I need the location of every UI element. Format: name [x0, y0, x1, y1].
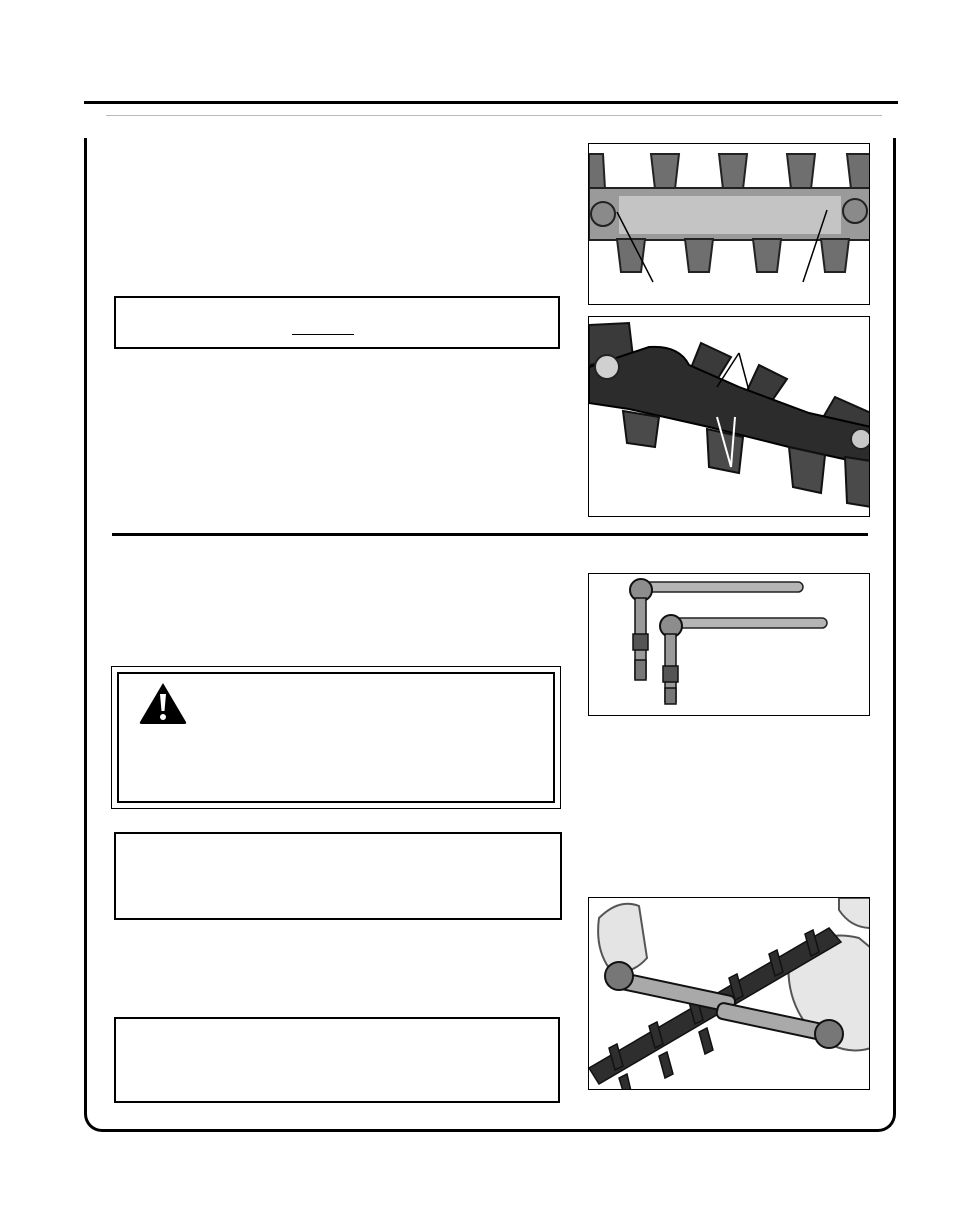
- note-box-2: [114, 832, 562, 920]
- section-divider: [112, 533, 868, 536]
- underlined-word: [292, 334, 354, 335]
- note-box-1: [114, 296, 560, 349]
- blade-adjustment-photo: [588, 897, 870, 1090]
- ratchet-wrenches-photo: [588, 573, 870, 716]
- warning-triangle-icon: [138, 681, 188, 725]
- blade-closeup-photo: [588, 316, 870, 517]
- cutter-blade-photo: [588, 143, 870, 305]
- header-subrule: [106, 115, 882, 116]
- header-rule: [84, 101, 898, 104]
- note-box-3: [114, 1017, 560, 1103]
- warning-box-inner: [117, 672, 555, 803]
